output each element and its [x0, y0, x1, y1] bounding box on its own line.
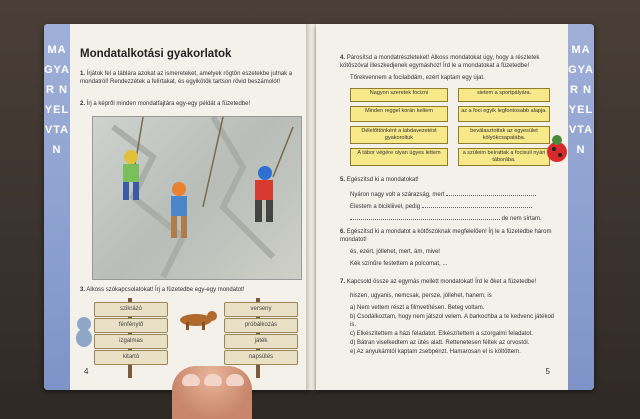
sign-left-4: kitartó	[94, 350, 168, 365]
sign-left-3: izgalmas	[94, 334, 168, 349]
page-number-right: 5	[545, 367, 550, 376]
answer-line-1[interactable]	[446, 188, 536, 196]
sign-left-1: szikrázó	[94, 302, 168, 317]
exercise-6-sentence: Kék színűre festettem a polcomat, ...	[350, 261, 448, 267]
exercise-5-line-1-text: Nyáron nagy volt a szárazság, mert	[350, 192, 445, 198]
page-title: Mondatalkotási gyakorlatok	[80, 48, 232, 60]
exercise-7-item-d: d) Bátran viselkedtem az ütés alatt. Rettenetesen féltek az orvostól.	[350, 340, 530, 346]
exercise-4-example: Tőrekvennem a focilabdám, ezért kaptam egy újat.	[350, 75, 485, 81]
match-box-left-3: Délelőttönként a labdavezetést gyakoroltuk	[350, 126, 448, 144]
exercise-5-line-1	[350, 188, 560, 199]
answer-line-3[interactable]	[350, 212, 500, 220]
exercise-5-number: 5.	[340, 177, 346, 183]
match-box-right-1: sietem a sportpályára.	[458, 88, 550, 102]
exercise-1-text: Írjátok fel a táblára azokat az ismereteket, amelyek rögtön eszetekbe jutnak a mondatról! Rendezzétek a felírtakat, és egyikötök tartson rövid beszámolót!	[80, 71, 293, 85]
left-spine	[44, 24, 70, 390]
left-spine-text: MAGYAR NYELVTAN	[44, 44, 70, 156]
answer-line-2[interactable]	[422, 200, 532, 208]
exercise-5	[340, 176, 560, 184]
exercise-4	[340, 54, 560, 70]
exercise-6-number: 6.	[340, 229, 346, 235]
match-box-left-2: Minden reggel korán keltem	[350, 106, 448, 122]
fingernail-2	[204, 374, 222, 386]
match-box-left-4: A tábor végére olyan ügyes lettem	[350, 148, 448, 166]
exercise-6	[340, 228, 560, 244]
exercise-4-text: Párosítsd a mondatrészleteket! Alkoss mondatokat úgy, hogy a részletek kötőszóval illeszkedjenek egymáshoz! Írd le a mondatokat a füzetedbe!	[340, 55, 540, 69]
climbers-drawing	[93, 117, 301, 279]
exercise-3-number: 3.	[80, 287, 86, 293]
exercise-7-item-a: a) Nem vettem részt a filmvetítésen. Beteg voltam.	[350, 305, 485, 311]
exercise-6-text: Egészítsd ki a mondatot a kötőszóknak megfelelően! Írj le a füzetedbe három mondatot!	[340, 229, 552, 243]
left-page	[44, 24, 310, 390]
fingernail-3	[226, 374, 244, 386]
exercise-7-item-c: c) Elkészítettem a házi feladatot. Elkészítettem a szorgalmi feladatot.	[350, 331, 534, 337]
match-box-right-3: beválasztottak az egyesület kölyökcsapatába.	[458, 126, 550, 144]
dog-illustration	[172, 306, 220, 330]
exercise-6-words: és, ezért, jóllehet, mert, ám, mivel	[350, 249, 440, 255]
match-box-right-2: az a foci egyik legfontosabb alapja.	[458, 106, 550, 122]
sign-right-1: verseny	[224, 302, 298, 317]
right-spine	[568, 24, 594, 390]
sign-right-2: próbálkozás	[224, 318, 298, 333]
exercise-1-number: 1.	[80, 71, 86, 77]
exercise-2-number: 2.	[80, 101, 86, 107]
cat-illustration	[70, 314, 100, 350]
sign-right-4: napsütés	[224, 350, 298, 365]
exercise-7-text: Kapcsold össze az egymás mellett mondatokat! Írd le őket a füzetedbe!	[346, 279, 537, 285]
sign-left-2: fénfénylő	[94, 318, 168, 333]
exercise-5-line-2	[350, 200, 560, 211]
page-number-left: 4	[84, 367, 89, 376]
match-box-left-1: Nagyon szeretek focizni	[350, 88, 448, 102]
exercise-5-line-3-text: de nem sírtam.	[501, 216, 542, 222]
exercise-7-item-e: e) Az anyukámtól kaptam zsebpénzt. Hamarosan el is költöttem.	[350, 349, 521, 355]
exercise-2	[80, 100, 300, 108]
exercise-3-text: Alkoss szókapcsolatokat! Írj a füzetedbe egy-egy mondatot!	[86, 287, 245, 293]
exercise-7	[340, 278, 560, 286]
ladybug-illustration	[546, 132, 568, 166]
exercise-5-line-2-text: Elestem a bicikliivel, pedig	[350, 204, 421, 210]
right-spine-text: MAGYAR NYELVTAN	[568, 44, 594, 156]
exercise-1	[80, 70, 300, 86]
exercise-7-words: hiszen, ugyanis, nemcsak, persze, jóllehet, hanem, is	[350, 293, 492, 299]
sign-right-3: játék	[224, 334, 298, 349]
exercise-5-text: Egészítsd ki a mondatokat!	[346, 177, 419, 183]
exercise-7-number: 7.	[340, 279, 346, 285]
exercise-4-number: 4.	[340, 55, 346, 61]
climbing-wall-illustration	[92, 116, 302, 280]
match-box-right-4: a szüleim beírattak a focisuli nyári táborába.	[458, 148, 550, 166]
exercise-5-line-3	[350, 212, 560, 223]
exercise-2-text: Írj a képről minden mondatfajtára egy-egy példát a füzetedbe!	[86, 101, 251, 107]
exercise-7-item-b: b) Csodálkoztam, hogy nem játszol velem. A barkochba a te kedvenc játékod is.	[350, 314, 555, 328]
exercise-3	[80, 286, 300, 294]
fingernail-1	[182, 374, 200, 386]
right-page	[316, 24, 594, 390]
